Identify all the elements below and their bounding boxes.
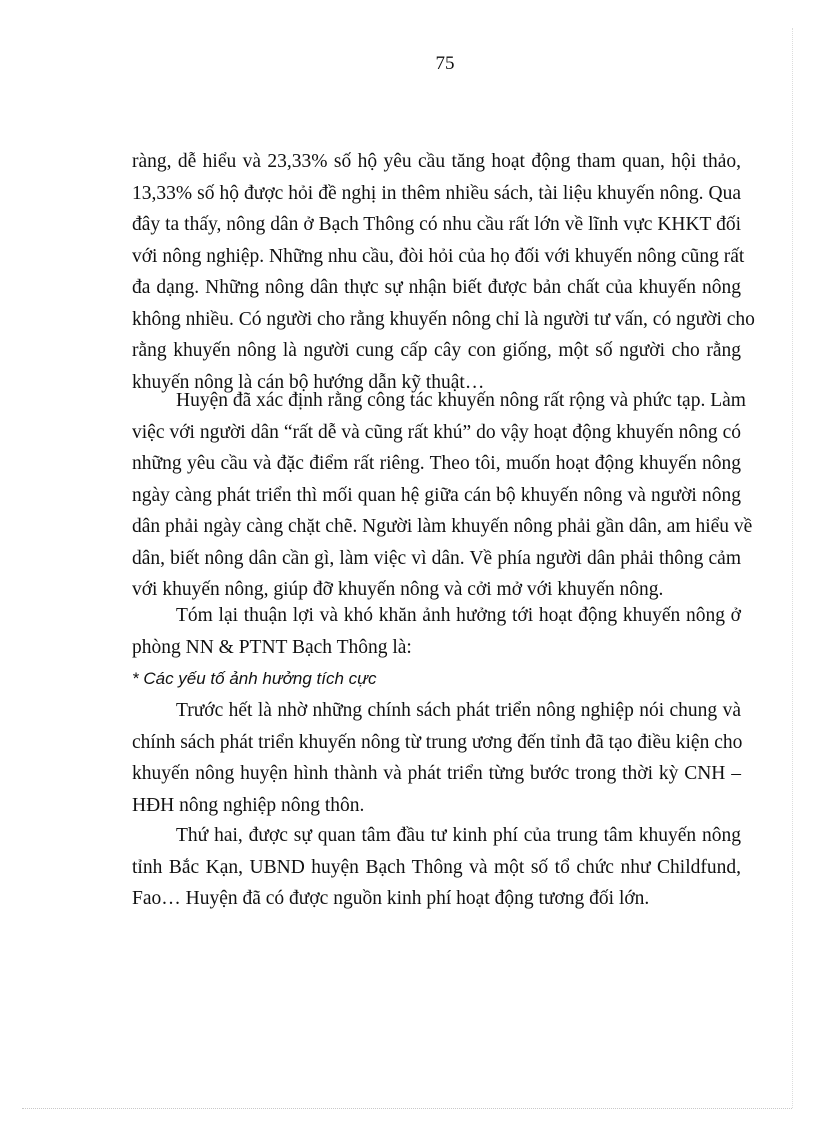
text-line: khuyến nông huyện hình thành và phát triển từng bước trong thời kỳ CNH – [132, 763, 741, 784]
text-line: chính sách phát triển khuyến nông từ trung ương đến tỉnh đã tạo điều kiện cho [132, 731, 743, 753]
text-line: việc với người dân “rất dễ và cũng rất khú” do vậy hoạt động khuyến nông có [132, 421, 741, 443]
paragraph-1 [132, 146, 755, 398]
text-line: ngày càng phát triển thì mối quan hệ giữa cán bộ khuyến nông và người nông [132, 484, 741, 506]
text-line: Trước hết là nhờ những chính sách phát triển nông nghiệp nói chung và [176, 700, 741, 721]
text-line: 13,33% số hộ được hỏi đề nghị in thêm nhiều sách, tài liệu khuyến nông. Qua [132, 182, 741, 204]
paragraph-5 [132, 820, 741, 915]
text-line: những yêu cầu và đặc điểm rất riêng. Theo tôi, muốn hoạt động khuyến nông [132, 453, 741, 474]
text-line: dân, biết nông dân cần gì, làm việc vì dân. Về phía người dân phải thông cảm [132, 547, 741, 569]
page-border-bottom [22, 1108, 792, 1109]
text-line: rằng khuyến nông là người cung cấp cây con giống, một số người cho rằng [132, 340, 741, 361]
text-line: đa dạng. Những nông dân thực sự nhận biết được bản chất của khuyến nông [132, 277, 741, 298]
text-line: khuyến nông là cán bộ hướng dẫn kỹ thuật… [132, 371, 485, 393]
text-line: Thứ hai, được sự quan tâm đầu tư kinh phí của trung tâm khuyến nông [176, 825, 741, 846]
paragraph-4 [132, 695, 741, 821]
text-line: Huyện đã xác định rằng công tác khuyến nông rất rộng và phức tạp. Làm [176, 390, 746, 411]
section-heading: * Các yếu tố ảnh hưởng tích cực [132, 669, 377, 688]
text-line: Fao… Huyện đã có được nguồn kinh phí hoạt động tương đối lớn. [132, 888, 650, 909]
text-line: với nông nghiệp. Những nhu cầu, đòi hỏi của họ đối với khuyến nông cũng rất [132, 245, 745, 267]
text-line: Tóm lại thuận lợi và khó khăn ảnh hưởng tới hoạt động khuyến nông ở [176, 605, 741, 626]
text-line: đây ta thấy, nông dân ở Bạch Thông có nhu cầu rất lớn về lĩnh vực KHKT đối [132, 214, 741, 235]
text-line: dân phải ngày càng chặt chẽ. Người làm khuyến nông phải gần dân, am hiểu về [132, 516, 753, 537]
text-line: ràng, dễ hiểu và 23,33% số hộ yêu cầu tăng hoạt động tham quan, hội thảo, [132, 151, 741, 172]
page-border-right [792, 28, 793, 1108]
paragraph-3 [132, 600, 741, 695]
text-line: không nhiều. Có người cho rằng khuyến nông chỉ là người tư vấn, có người cho [132, 308, 755, 330]
text-line: HĐH nông nghiệp nông thôn. [132, 794, 365, 816]
text-line: tỉnh Bắc Kạn, UBND huyện Bạch Thông và một số tổ chức như Childfund, [132, 856, 741, 878]
text-line: với khuyến nông, giúp đỡ khuyến nông và cởi mở với khuyến nông. [132, 579, 664, 600]
paragraph-2 [132, 385, 753, 606]
page-number: 75 [435, 53, 455, 74]
text-line: phòng NN & PTNT Bạch Thông là: [132, 636, 412, 658]
